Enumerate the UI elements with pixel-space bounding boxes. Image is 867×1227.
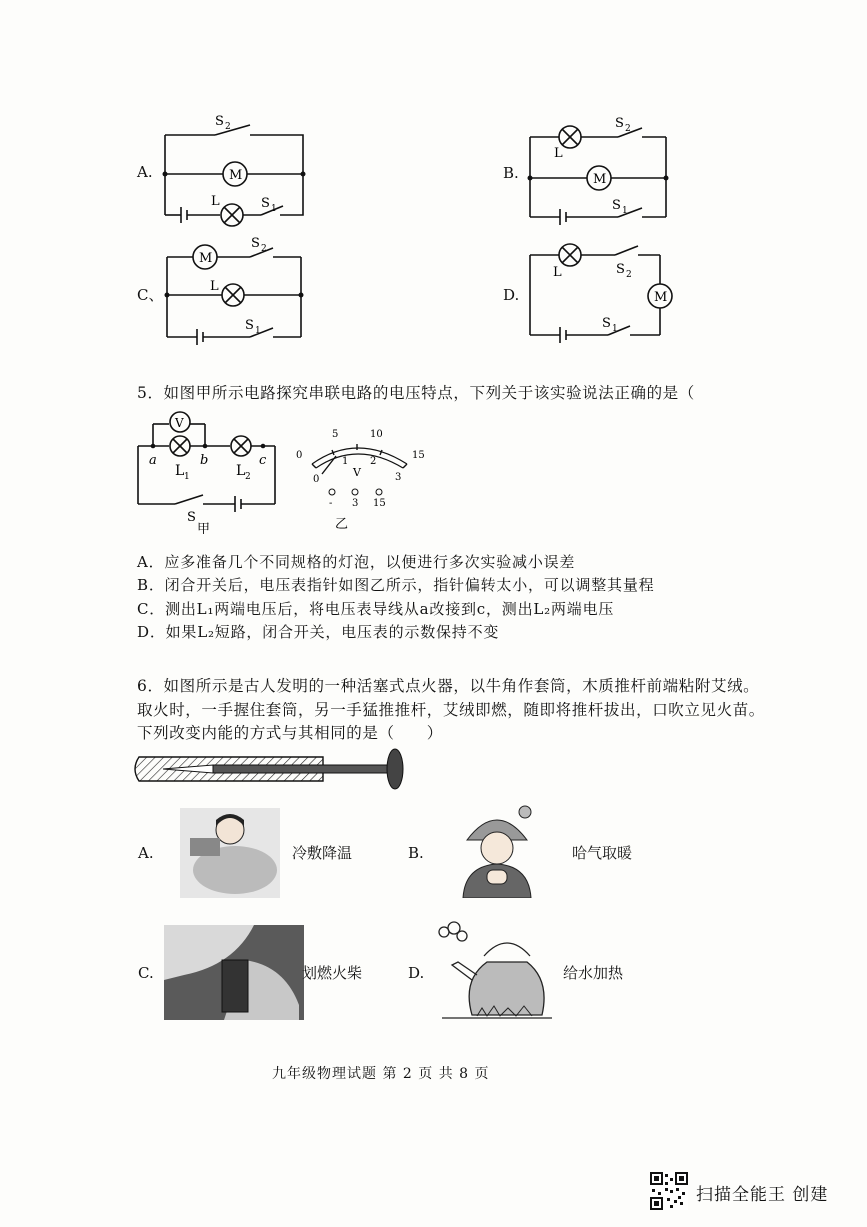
svg-text:M: M <box>654 290 668 305</box>
svg-text:2: 2 <box>625 124 631 134</box>
svg-text:1: 1 <box>271 204 277 214</box>
q6-option-a-letter: A. <box>138 844 154 862</box>
q6-stem-line-2: 取火时，一手握住套筒，另一手猛推推杆，艾绒即燃，随即将推杆拔出，口吹立见火苗。 <box>137 701 765 719</box>
q4-circuit-b <box>520 112 680 227</box>
svg-text:S: S <box>612 198 621 213</box>
q5-option-a: A．应多准备几个不同规格的灯泡，以便进行多次实验减小误差 <box>137 553 576 571</box>
svg-text:1: 1 <box>255 326 261 336</box>
svg-text:3: 3 <box>395 472 402 483</box>
q4-option-d-letter: D. <box>503 286 520 304</box>
q4-circuit-d <box>520 235 685 345</box>
q6-stem-line-3: 下列改变内能的方式与其相同的是（ ） <box>137 724 443 742</box>
svg-text:3: 3 <box>352 498 359 509</box>
svg-text:1: 1 <box>622 206 628 216</box>
q5-option-c: C．测出L₁两端电压后，将电压表导线从a改接到c，测出L₂两端电压 <box>137 600 615 618</box>
svg-text:10: 10 <box>370 429 383 440</box>
q4-option-a-letter: A. <box>137 163 153 181</box>
svg-text:2: 2 <box>245 472 251 482</box>
svg-text:S: S <box>616 262 625 277</box>
q6-option-a-label: 冷敷降温 <box>292 844 353 862</box>
svg-text:乙: 乙 <box>335 517 349 532</box>
q6-option-d-image <box>432 920 557 1025</box>
q6-option-d-label: 给水加热 <box>563 964 624 982</box>
svg-text:15: 15 <box>412 450 425 461</box>
svg-text:1: 1 <box>184 472 190 482</box>
svg-text:2: 2 <box>225 122 231 132</box>
svg-text:V: V <box>353 466 361 479</box>
q5-figure-jia <box>135 404 285 534</box>
svg-text:2: 2 <box>261 244 267 254</box>
svg-text:S: S <box>251 236 260 251</box>
svg-text:M: M <box>229 168 243 183</box>
svg-text:L: L <box>553 265 562 280</box>
watermark-text: 扫描全能王 创建 <box>696 1185 829 1205</box>
svg-text:2: 2 <box>370 456 377 467</box>
page-footer: 九年级物理试题 第 2 页 共 8 页 <box>272 1066 490 1082</box>
q6-option-b-letter: B. <box>408 844 424 862</box>
svg-text:0: 0 <box>313 474 320 485</box>
svg-text:5: 5 <box>332 429 339 440</box>
q5-figure-yi-voltmeter <box>292 424 432 534</box>
qr-code-icon <box>650 1172 688 1210</box>
svg-text:V: V <box>175 416 184 430</box>
svg-text:S: S <box>602 316 611 331</box>
q6-stem-line-1: 6．如图所示是古人发明的一种活塞式点火器，以牛角作套筒，木质推杆前端粘附艾绒。 <box>137 677 760 695</box>
svg-text:-: - <box>329 498 333 509</box>
svg-text:2: 2 <box>626 270 632 280</box>
svg-text:L: L <box>211 194 220 209</box>
q6-fire-piston-figure <box>133 745 418 795</box>
q6-option-c-label: 划燃火柴 <box>302 964 363 982</box>
svg-text:M: M <box>199 251 213 266</box>
svg-text:S: S <box>261 196 270 211</box>
q5-option-d: D．如果L₂短路，闭合开关，电压表的示数保持不变 <box>137 623 500 641</box>
q4-option-b-letter: B. <box>503 164 519 182</box>
q5-option-b: B．闭合开关后，电压表指针如图乙所示，指针偏转太小，可以调整其量程 <box>137 576 655 594</box>
svg-text:M: M <box>593 172 607 187</box>
svg-text:S: S <box>245 318 254 333</box>
svg-text:b: b <box>200 453 209 468</box>
svg-text:1: 1 <box>342 456 349 467</box>
q4-option-c-letter: C、 <box>137 286 164 304</box>
svg-text:0: 0 <box>296 450 303 461</box>
svg-text:S: S <box>615 116 624 131</box>
q6-option-c-image <box>164 925 304 1020</box>
q5-stem: 5．如图甲所示电路探究串联电路的电压特点，下列关于该实验说法正确的是（ <box>137 384 695 402</box>
svg-text:15: 15 <box>373 498 386 509</box>
q6-option-b-image <box>455 800 540 898</box>
q4-circuit-c <box>155 232 315 347</box>
q6-option-d-letter: D. <box>408 964 425 982</box>
q6-option-c-letter: C. <box>138 964 154 982</box>
q6-option-a-image <box>180 808 280 898</box>
svg-text:L: L <box>236 463 246 479</box>
svg-text:c: c <box>259 453 267 468</box>
svg-text:L: L <box>210 279 219 294</box>
svg-text:L: L <box>554 146 563 161</box>
q4-circuit-a <box>155 110 315 230</box>
svg-text:S: S <box>187 510 196 525</box>
svg-text:a: a <box>149 453 157 468</box>
svg-text:1: 1 <box>612 324 618 334</box>
q6-option-b-label: 哈气取暖 <box>572 844 633 862</box>
svg-text:L: L <box>175 463 185 479</box>
svg-text:甲: 甲 <box>197 522 211 534</box>
svg-text:S: S <box>215 114 224 129</box>
